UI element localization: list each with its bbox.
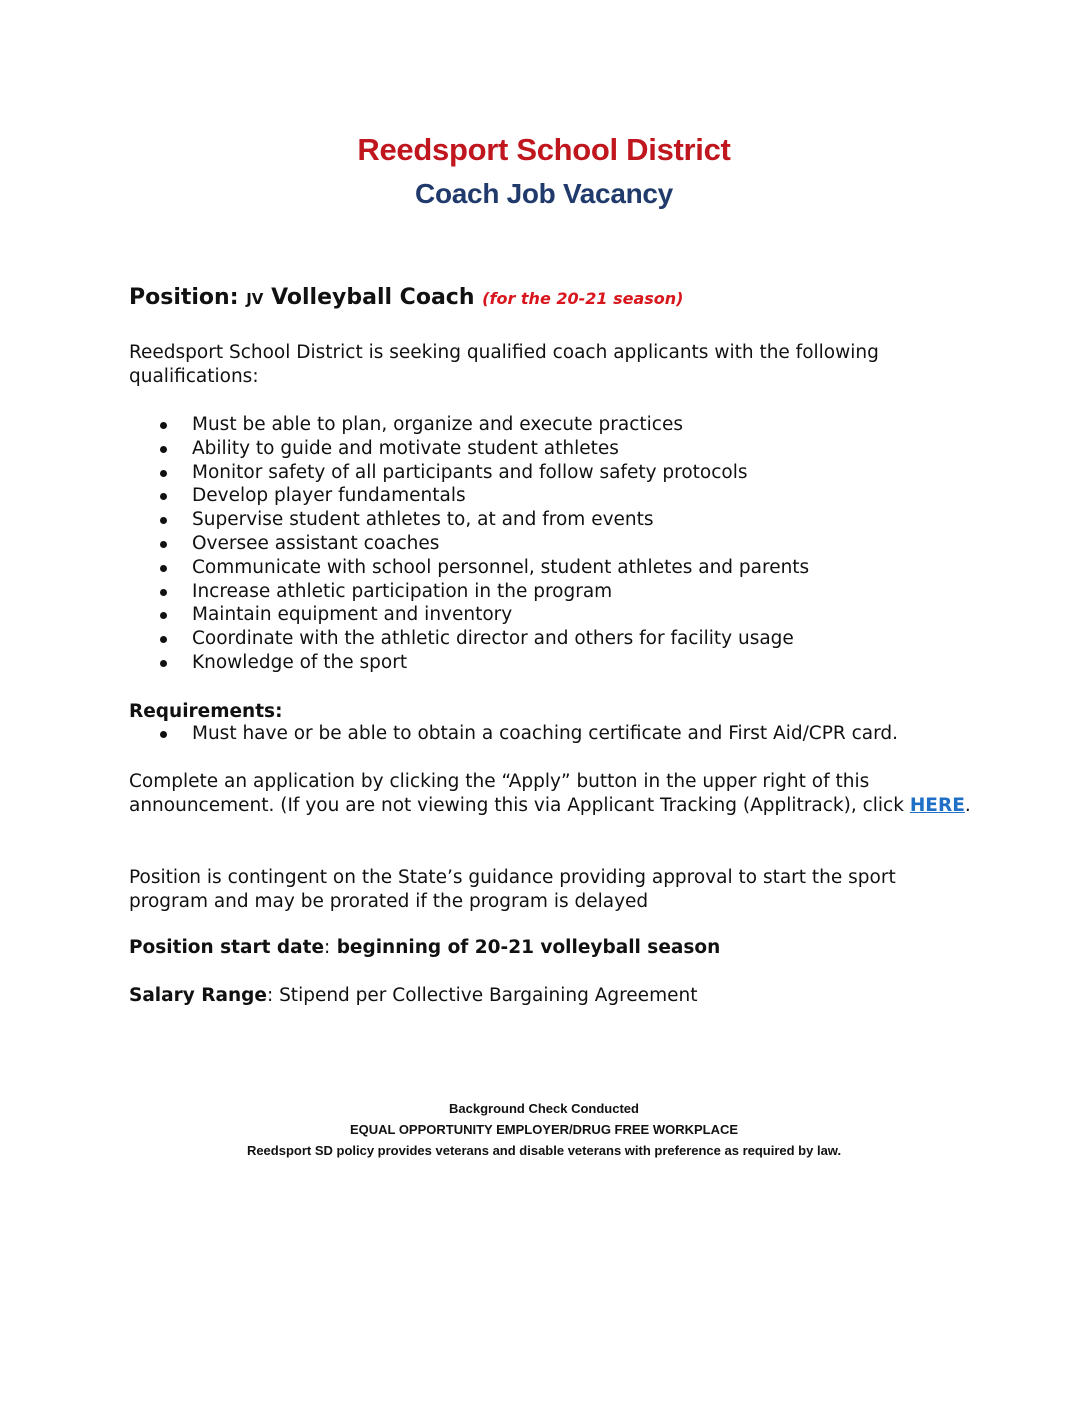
- here-link[interactable]: HERE: [909, 795, 965, 816]
- contingent-paragraph: Position is contingent on the State’s guidance providing approval to start the sport program and may be prorated if the program is delayed: [129, 867, 896, 912]
- salary-value: : Stipend per Collective Bargaining Agreement: [266, 985, 698, 1006]
- position-name: Volleyball Coach: [271, 285, 475, 310]
- requirement-item: Must have or be able to obtain a coaching certificate and First Aid/CPR card.: [129, 722, 989, 746]
- bullet-icon: [160, 493, 167, 500]
- position-heading: [129, 285, 684, 310]
- bullet-icon: [160, 541, 167, 548]
- bullet-icon: [160, 470, 167, 477]
- bullet-icon: [160, 589, 167, 596]
- apply-text-end: .: [964, 795, 971, 816]
- start-date-value: beginning of 20-21 volleyball season: [336, 937, 721, 958]
- salary-line: [129, 984, 979, 1008]
- qualification-item: Develop player fundamentals: [129, 484, 989, 508]
- intro-paragraph: Reedsport School District is seeking qualified coach applicants with the following qualifications:: [129, 342, 879, 387]
- page-title: Reedsport School District: [357, 132, 731, 167]
- qualification-item: Monitor safety of all participants and follow safety protocols: [129, 461, 989, 485]
- salary-label: Salary Range: [129, 985, 267, 1006]
- apply-paragraph: [129, 770, 979, 818]
- qualification-item: Must be able to plan, organize and execute practices: [129, 413, 989, 437]
- position-level: JV: [246, 290, 264, 308]
- qualifications-list: [129, 413, 989, 675]
- qualification-item: Knowledge of the sport: [129, 651, 989, 675]
- bullet-icon: [160, 660, 167, 667]
- bullet-icon: [160, 612, 167, 619]
- footer-eoe: EQUAL OPPORTUNITY EMPLOYER/DRUG FREE WORKPLACE: [349, 1122, 739, 1137]
- bullet-icon: [160, 565, 167, 572]
- qualification-item: Increase athletic participation in the program: [129, 580, 989, 604]
- qualification-item: Oversee assistant coaches: [129, 532, 989, 556]
- bullet-icon: [160, 446, 167, 453]
- start-date-line: [129, 936, 979, 960]
- footer-veterans-policy: Reedsport SD policy provides veterans and disable veterans with preference as required by law.: [246, 1143, 842, 1158]
- qualification-item: Maintain equipment and inventory: [129, 603, 989, 627]
- qualification-item: Supervise student athletes to, at and from events: [129, 508, 989, 532]
- qualification-item: Coordinate with the athletic director and others for facility usage: [129, 627, 989, 651]
- bullet-icon: [160, 636, 167, 643]
- qualification-item: Communicate with school personnel, student athletes and parents: [129, 556, 989, 580]
- footer-background-check: Background Check Conducted: [449, 1101, 639, 1116]
- bullet-icon: [160, 517, 167, 524]
- position-label: Position:: [129, 285, 239, 310]
- start-date-label: Position start date: [129, 937, 324, 958]
- qualification-item: Ability to guide and motivate student athletes: [129, 437, 989, 461]
- apply-text: Complete an application by clicking the “Apply” button in the upper right of this announcement. (If you are not viewing this via Applicant Tracking (Applitrack), click: [129, 771, 904, 816]
- requirements-heading: Requirements:: [129, 701, 283, 722]
- start-date-separator: :: [324, 937, 331, 958]
- bullet-icon: [160, 731, 167, 738]
- page-subtitle: Coach Job Vacancy: [415, 178, 673, 209]
- bullet-icon: [160, 422, 167, 429]
- requirements-list: [129, 722, 989, 746]
- position-season-note: (for the 20-21 season): [482, 289, 684, 308]
- footer: [0, 1098, 1088, 1161]
